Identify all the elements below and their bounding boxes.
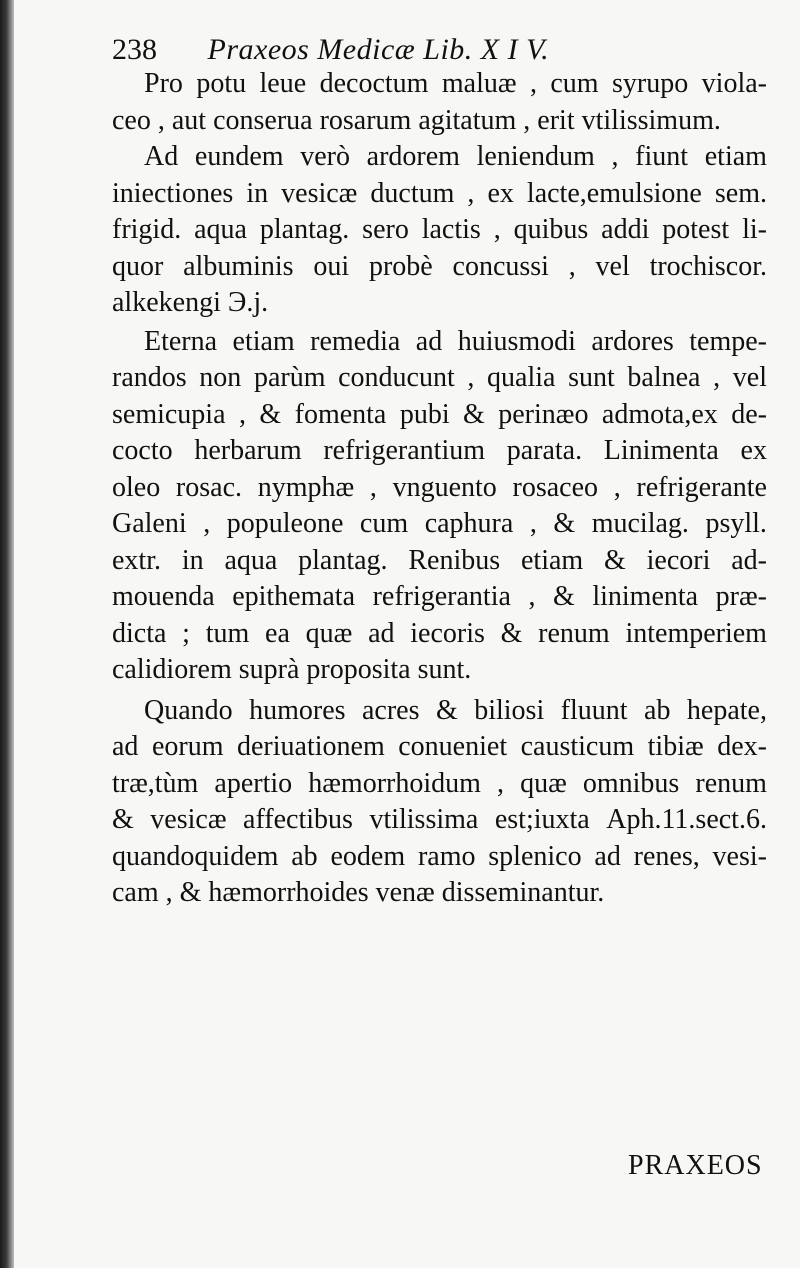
text-line: cocto herbarum refrigerantium parata. Linimenta ex (112, 435, 767, 466)
text-line: cam , & hæmorrhoides venæ disseminantur. (112, 877, 605, 908)
text-line: frigid. aqua plantag. sero lactis , quibus addi potest li- (112, 214, 767, 245)
binding-edge (0, 0, 14, 1268)
text-line: calidiorem suprà proposita sunt. (112, 654, 472, 685)
text-line: Ad eundem verò ardorem leniendum , fiunt etiam (144, 141, 767, 172)
text-line: iniectiones in vesicæ ductum , ex lacte,emulsione sem. (112, 177, 767, 209)
text-line: semicupia , & fomenta pubi & perinæo admota,ex de- (112, 398, 767, 430)
paragraph (112, 66, 767, 139)
text-line: træ,tùm apertio hæmorrhoidum , quæ omnibus renum (112, 767, 767, 799)
text-line: Quando humores acres & biliosi fluunt ab hepate, (144, 694, 767, 726)
text-line: quandoquidem ab eodem ramo splenico ad renes, vesi- (112, 840, 767, 872)
text-line: ad eorum deriuationem conueniet causticum tibiæ dex- (112, 731, 767, 762)
catchword: PRAXEOS (628, 1150, 763, 1181)
text-line: mouenda epithemata refrigerantia , & linimenta præ- (112, 581, 767, 612)
body-text (112, 66, 767, 912)
text-line: ceo , aut conserua rosarum agitatum , erit vtilissimum. (112, 104, 721, 136)
paragraph (112, 693, 767, 912)
text-line: Pro potu leue decoctum maluæ , cum syrupo viola- (144, 68, 767, 99)
paragraph (112, 139, 767, 322)
page-number: 238 (112, 33, 157, 66)
paragraph (112, 324, 767, 689)
text-line: dicta ; tum ea quæ ad iecoris & renum intemperiem (112, 617, 767, 649)
text-line: oleo rosac. nymphæ , vnguento rosaceo , refrigerante (112, 471, 767, 503)
text-line: Galeni , populeone cum caphura , & mucilag. psyll. (112, 508, 767, 539)
text-line: alkekengi Э.j. (112, 287, 269, 318)
text-line: quor albuminis oui probè concussi , vel trochiscor. (112, 250, 767, 282)
text-line: Eterna etiam remedia ad huiusmodi ardores tempe- (144, 325, 767, 357)
text-line: randos non parùm conducunt , qualia sunt balnea , vel (112, 362, 767, 393)
text-line: extr. in aqua plantag. Renibus etiam & iecori ad- (112, 544, 767, 576)
running-head-title: Praxeos Medicæ Lib. X I V. (207, 33, 550, 66)
text-line: & vesicæ affectibus vtilissima est;iuxta Aph.11.sect.6. (112, 804, 767, 835)
running-head (112, 30, 672, 70)
